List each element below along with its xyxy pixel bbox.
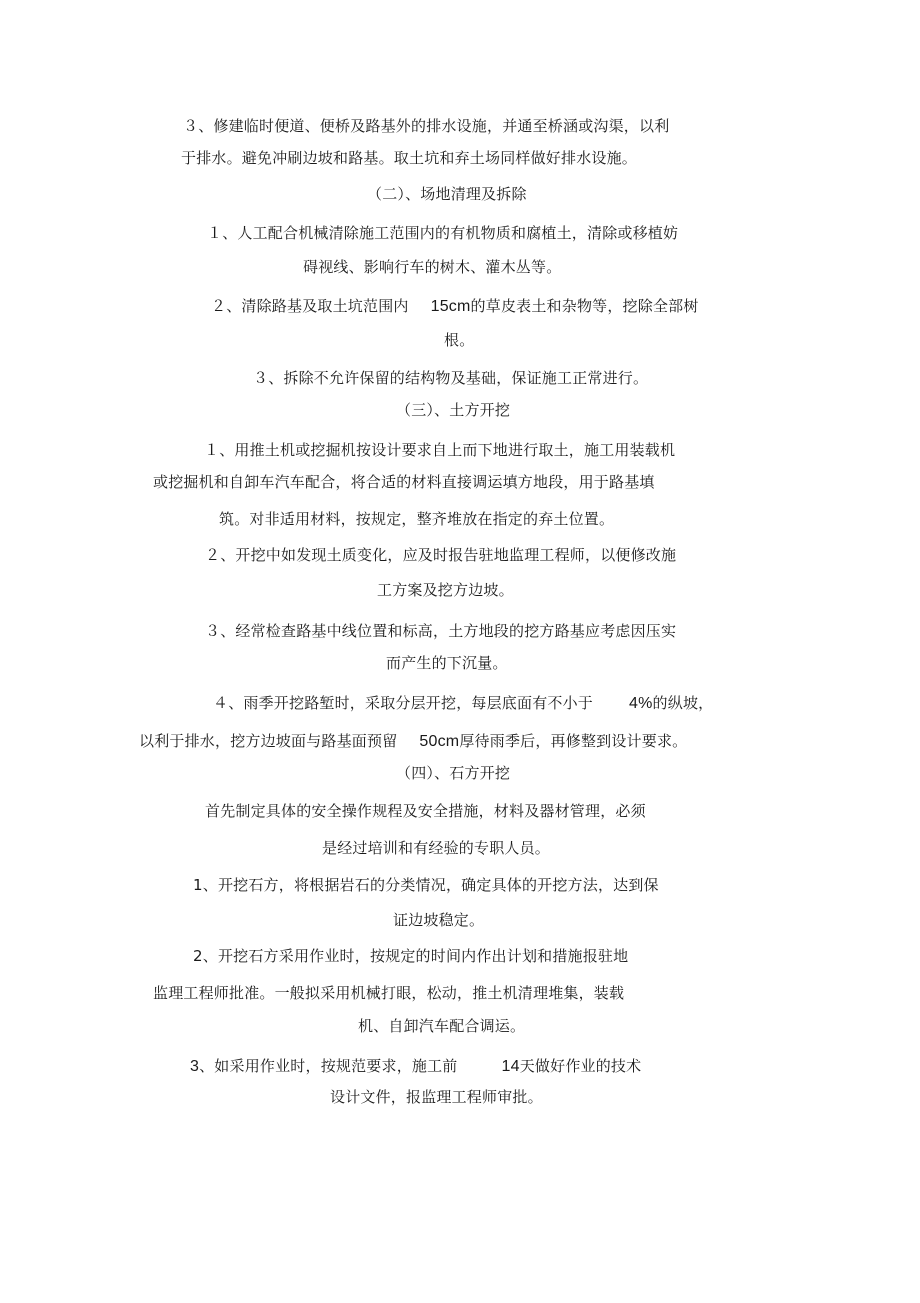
paragraph-line: １、人工配合机械清除施工范围内的有机物质和腐植土，清除或移植妨 xyxy=(207,224,679,242)
paragraph-line: 或挖掘机和自卸车汽车配合，将合适的材料直接调运填方地段，用于路基填 xyxy=(153,473,655,491)
text-run: ４、雨季开挖路堑时，采取分层开挖，每层底面有不小于 xyxy=(213,694,594,712)
paragraph-line: 监理工程师批准。一般拟采用机械打眼，松动，推土机清理堆集，装载 xyxy=(153,984,625,1002)
paragraph-line: 碍视线、影响行车的树木、灌木丛等。 xyxy=(303,258,562,276)
paragraph-line: 1、开挖石方，将根据岩石的分类情况，确定具体的开挖方法，达到保 xyxy=(193,876,659,894)
paragraph-line: ３、修建临时便道、便桥及路基外的排水设施，并通至桥涵或沟渠，以利 xyxy=(183,117,670,135)
text-run: 的草皮表土和杂物等，挖除全部树 xyxy=(470,297,699,315)
text-run: 厚待雨季后，再修整到设计要求。 xyxy=(459,732,688,750)
section-heading: （二）、场地清理及拆除 xyxy=(367,185,527,203)
measurement-value: 15cm xyxy=(430,298,471,315)
paragraph-line xyxy=(190,1056,641,1077)
paragraph-line: 而产生的下沉量。 xyxy=(386,654,508,672)
text-run: 天做好作业的技术 xyxy=(519,1057,642,1075)
section-heading: （四）、石方开挖 xyxy=(396,764,511,782)
paragraph-line: 2、开挖石方采用作业时，按规定的时间内作出计划和措施报驻地 xyxy=(193,947,629,965)
measurement-value: 4% xyxy=(629,695,653,712)
paragraph-line xyxy=(213,693,713,714)
paragraph-line: ２、开挖中如发现土质变化，应及时报告驻地监理工程师，以便修改施 xyxy=(205,546,677,564)
paragraph-line: 设计文件，报监理工程师审批。 xyxy=(330,1088,543,1106)
paragraph-line: ３、拆除不允许保留的结构物及基础，保证施工正常进行。 xyxy=(253,369,649,387)
section-heading: （三）、土方开挖 xyxy=(396,401,511,419)
text-run: 的纵坡， xyxy=(652,694,714,712)
paragraph-line: ３、经常检查路基中线位置和标高，土方地段的挖方路基应考虑因压实 xyxy=(205,622,677,640)
paragraph-line: 首先制定具体的安全操作规程及安全措施，材料及器材管理，必须 xyxy=(205,802,646,820)
paragraph-line: 工方案及挖方边坡。 xyxy=(377,581,514,599)
paragraph-line xyxy=(139,731,687,752)
text-run: 、如采用作业时，按规范要求，施工前 xyxy=(199,1057,458,1075)
paragraph-line: １、用推土机或挖掘机按设计要求自上而下地进行取土，施工用装载机 xyxy=(204,441,676,459)
text-run: 以利于排水，挖方边坡面与路基面预留 xyxy=(139,732,398,750)
paragraph-line: 机、自卸汽车配合调运。 xyxy=(358,1017,526,1035)
paragraph-line: 根。 xyxy=(444,331,475,349)
paragraph-line: 证边坡稳定。 xyxy=(393,911,485,929)
text-run: ２、清除路基及取土坑范围内 xyxy=(211,297,409,315)
paragraph-line: 筑。对非适用材料，按规定，整齐堆放在指定的弃土位置。 xyxy=(219,510,615,528)
measurement-value: 50cm xyxy=(419,733,460,750)
list-number: 3 xyxy=(190,1058,200,1075)
paragraph-line: 于排水。避免冲刷边坡和路基。取土坑和弃土场同样做好排水设施。 xyxy=(181,149,638,167)
paragraph-line xyxy=(211,296,699,317)
measurement-value: 14 xyxy=(501,1058,520,1075)
paragraph-line: 是经过培训和有经验的专职人员。 xyxy=(322,839,551,857)
